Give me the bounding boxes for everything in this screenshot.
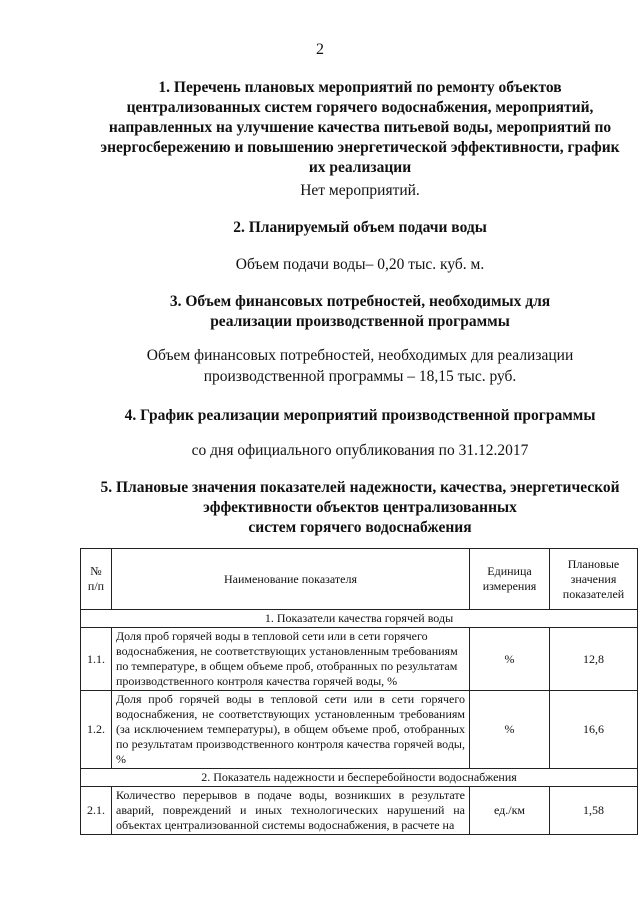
table-row [81,691,638,769]
section-1-heading: 1. Перечень плановых мероприятий по ремонту объектов централизованных систем горячего водоснабжения, мероприятий, направленных на улучшение качества питьевой воды, мероприятий по энергосбережению и повышению энергетической эффективности, график их реализации [100,79,620,176]
table-row [81,787,638,835]
indicators-table [80,548,638,835]
section-1-text: Нет мероприятий. [300,182,420,199]
table-group-row [81,769,638,787]
section-3-text: Объем финансовых потребностей, необходимых для реализации производственной программы – 18,15 тыс. руб. [146,347,574,385]
table-group-row [81,610,638,628]
section-4-heading: 4. График реализации мероприятий производственной программы [124,407,596,424]
row-unit: % [470,691,550,769]
row-name: Доля проб горячей воды в тепловой сети или в сети горячего водоснабжения, не соответствующих установленным требованиям (за исключением температуры), в общем объеме проб, отобранных по результатам производственного контроля качества горячей воды, % [112,691,470,769]
row-name: Количество перерывов в подаче воды, возникших в результате аварий, повреждений и иных технологических нарушений на объектах централизованной системы водоснабжения, в расчете на [112,787,470,835]
section-3-heading: 3. Объем финансовых потребностей, необходимых для реализации производственной программы [169,293,551,330]
row-num: 2.1. [81,787,112,835]
section-4-text: со дня официального опубликования по 31.12.2017 [191,442,529,459]
row-value: 16,6 [550,691,638,769]
row-unit: % [470,628,550,691]
header-value: Плановые значения показателей [550,549,638,610]
header-num: № п/п [81,549,112,610]
row-unit: ед./км [470,787,550,835]
table-header-row [81,549,638,610]
header-unit: Единица измерения [470,549,550,610]
page-number: 2 [316,41,324,58]
group-title: 1. Показатели качества горячей воды [81,610,638,628]
section-2-heading: 2. Планируемый объем подачи воды [233,219,487,236]
row-name: Доля проб горячей воды в тепловой сети или в сети горячего водоснабжения, не соответствующих установленным требованиям по температуре, в общем объеме проб, отобранных по результатам производственного контроля качества горячей воды, % [112,628,470,691]
row-num: 1.1. [81,628,112,691]
row-value: 12,8 [550,628,638,691]
header-name: Наименование показателя [112,549,470,610]
section-2-text: Объем подачи воды– 0,20 тыс. куб. м. [235,256,485,273]
row-num: 1.2. [81,691,112,769]
section-5-heading: 5. Плановые значения показателей надежности, качества, энергетической эффективности объектов централизованных систем горячего водоснабжения [100,479,620,536]
table-row [81,628,638,691]
row-value: 1,58 [550,787,638,835]
group-title: 2. Показатель надежности и бесперебойности водоснабжения [81,769,638,787]
